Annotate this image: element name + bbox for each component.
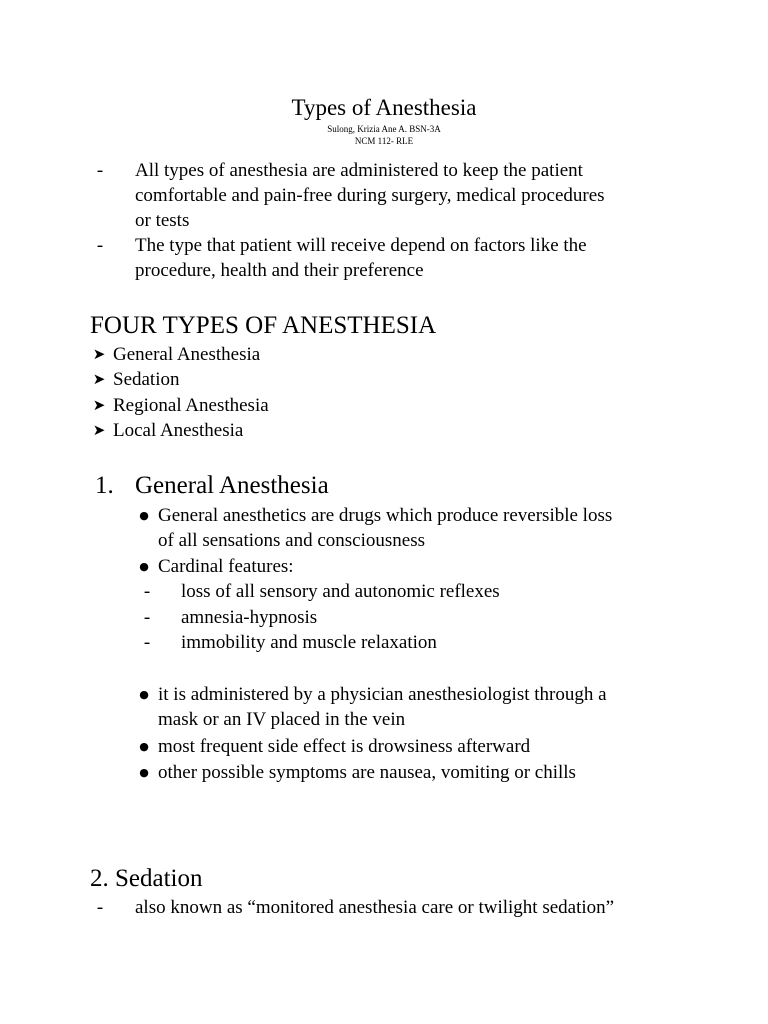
author-line: Sulong, Krizia Ane A. BSN-3A: [327, 124, 441, 134]
intro-line: All types of anesthesia are administered to keep the patient: [135, 160, 583, 181]
dash-marker: -: [96, 160, 104, 181]
list-item: General Anesthesia: [113, 344, 261, 365]
four-types-heading: FOUR TYPES OF ANESTHESIA: [90, 312, 437, 339]
sedation-line: also known as “monitored anesthesia care or twilight sedation”: [135, 897, 615, 918]
arrow-icon: ➤: [92, 421, 106, 439]
arrow-icon: ➤: [92, 396, 106, 414]
intro-line: procedure, health and their preference: [135, 260, 424, 281]
general-point-line: General anesthetics are drugs which produce reversible loss: [158, 505, 613, 526]
dash-marker: -: [143, 607, 151, 628]
intro-line: The type that patient will receive depend on factors like the: [135, 235, 587, 256]
dash-marker: -: [143, 632, 151, 653]
feature-line: amnesia-hypnosis: [181, 607, 318, 628]
list-item: Regional Anesthesia: [113, 395, 269, 416]
dash-marker: -: [96, 897, 104, 918]
sedation-heading: 2. Sedation: [90, 865, 203, 892]
feature-line: loss of all sensory and autonomic reflexes: [181, 581, 500, 602]
general-point-line: other possible symptoms are nausea, vomiting or chills: [158, 762, 576, 783]
section-number: 1.: [95, 472, 114, 499]
list-item: Sedation: [113, 369, 180, 390]
arrow-icon: ➤: [92, 345, 106, 363]
general-point-line: of all sensations and consciousness: [158, 530, 426, 551]
dash-marker: -: [96, 235, 104, 256]
general-heading: General Anesthesia: [135, 472, 329, 499]
bullet-icon: ●: [139, 509, 149, 522]
general-point-line: most frequent side effect is drowsiness afterward: [158, 736, 531, 757]
arrow-icon: ➤: [92, 370, 106, 388]
list-item: Local Anesthesia: [113, 420, 244, 441]
general-point-line: mask or an IV placed in the vein: [158, 709, 406, 730]
bullet-icon: ●: [139, 560, 149, 573]
intro-line: or tests: [135, 210, 190, 231]
bullet-icon: ●: [139, 740, 149, 753]
general-point-line: Cardinal features:: [158, 556, 294, 577]
document-title: Types of Anesthesia: [291, 95, 477, 120]
intro-line: comfortable and pain-free during surgery, medical procedures: [135, 185, 605, 206]
course-line: NCM 112- RLE: [354, 136, 414, 146]
dash-marker: -: [143, 581, 151, 602]
bullet-icon: ●: [139, 688, 149, 701]
bullet-icon: ●: [139, 766, 149, 779]
general-point-line: it is administered by a physician anesthesiologist through a: [158, 684, 607, 705]
feature-line: immobility and muscle relaxation: [181, 632, 437, 653]
